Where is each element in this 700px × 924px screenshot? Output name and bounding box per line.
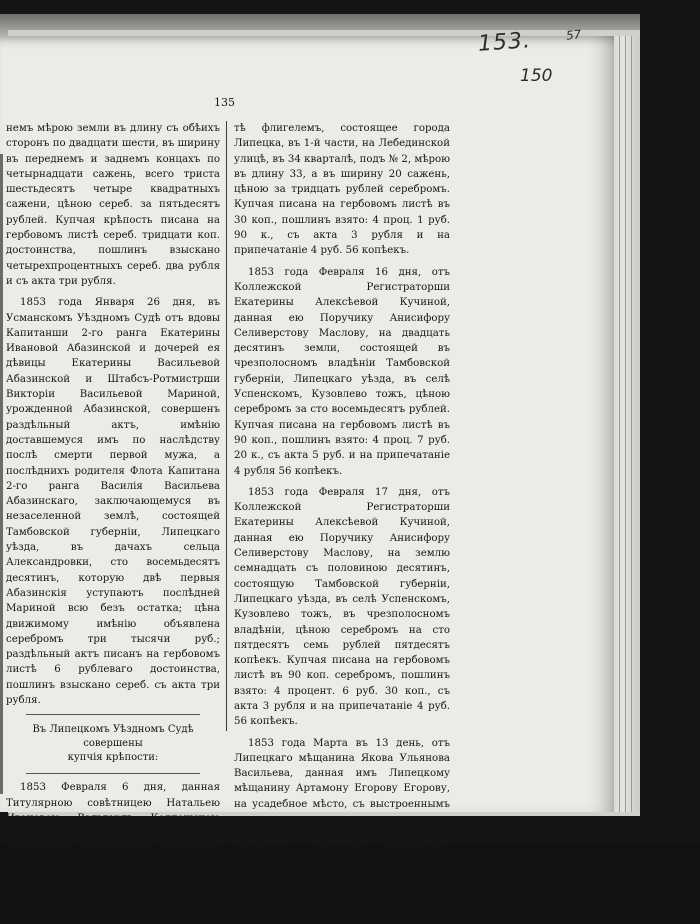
archive-small-stamp: 57: [565, 27, 582, 43]
paragraph: 1853 года Марта въ 13 день, отъ Липецкаго мѣщанина Якова Ульянова Васильева, данная имъ Липецкому мѣщанину Артамону Егорову Егорову, на усадебное мѣсто, съ выстроеннымъ на немъ деревяннымъ на каменномъ фундаментѣ домомъ, каменнымъ выходомъ, амбаромъ, флигелемъ, двумя колодца-: [234, 737, 450, 871]
page-number: 135: [214, 96, 235, 109]
section-heading: [6, 723, 220, 765]
stacked-page-edges: [612, 36, 639, 812]
paragraph: 1853 года Января 26 дня, въ Усманскомъ Уѣздномъ Судѣ отъ вдовы Капитанши 2-го ранга Екатерины Ивановой Абазинской и дочерей ея дѣвицы Екатерины Васильевой Абазинской и Штабсъ-Ротмистрши Викторіи Васильевой Мариной, урожденной Абазинской, совершенъ раздѣльный актъ, имѣнію доставшемуся имъ по наслѣдству послѣ смерти первой мужа, а послѣднихъ родителя Флота Капитана 2-го ранга Василія Васильева Абазинскаго, заключающемуся въ незаселенной землѣ, состоящей Тамбовской губерніи, Липецкаго уѣзда, въ дачахъ сельца Александровки, сто восемьдесятъ десятинъ, которую двѣ первыя Абазинскія уступаютъ послѣдней Мариной всю безъ остатка; цѣна движимому имѣнію объявлена серебромъ три тысячи руб.; раздѣльный актъ писанъ на гербовомъ листѣ 6 рублеваго достоинства, пошлинъ взыскано сереб. съ акта три рубля.: [6, 297, 220, 706]
paragraph: 1853 Февраля 6 дня, данная Титулярною совѣтницею Натальею Ивановою Вальгардъ Коллежскою Секретарю Александрою Ивановою Абазинской, Губернскому Секретарю Филиппу Григорьеву Мачильскому, на усадебное мѣсто съ выстроенными на немъ деревянными на каменномъ фундамен-: [6, 782, 220, 916]
paragraph: немъ мѣрою земли въ длину съ обѣихъ сторонъ по двадцати шести, въ ширину въ переднемъ и заднемъ концахъ по четырнадцати сажень, всего триста шестьдесятъ четыре квадратныхъ сажени, цѣною сереб. за пятьдесятъ рублей. Купчая крѣпость писана на гербовомъ листѣ сереб. тридцати коп. достоинства, пошлинъ взыскано четырехпроцентныхъ сереб. два рубля и съ акта три рубля.: [6, 123, 220, 287]
paragraph: 1853 года Февраля 16 дня, отъ Коллежской Регистраторши Екатерины Алексѣевой Кучиной, данная ею Поручику Анисифору Селиверстову Маслову, на двадцать десятинъ земли, состоящей въ чрезполосномъ владѣніи Тамбовской губерніи, Липецкаго уѣзда, въ селѣ Успенскомъ, Кузовлево тожъ, цѣною серебромъ за сто восемьдесятъ рублей. Купчая писана на гербовомъ листѣ въ 90 коп., пошлинъ взято: 4 проц. 7 руб. 20 к., съ акта 5 руб. и на припечатаніе 4 рубля 56 копѣекъ.: [234, 266, 450, 477]
column-divider: [226, 121, 227, 731]
archive-number-stamp: 153.: [477, 28, 532, 57]
paragraph: 1853 года Февраля 17 дня, отъ Коллежской Регистраторши Екатерины Алексѣевой Кучиной, данная ею Поручику Анисифору Селиверстову Маслову, на землю семнадцать съ половиною десятинъ, состоящую Тамбовской губерніи, Липецкаго уѣзда, въ селѣ Успенскомъ, Кузовлево тожъ, въ чрезполосномъ владѣніи, цѣною серебромъ на сто пятдесятъ семь рублей пятдесятъ копѣекъ. Купчая писана на гербовомъ листѣ въ 90 коп. серебромъ, пошлинъ взято: 4 процент. 6 руб. 30 коп., съ акта 3 рубля и на припечатаніе 4 руб. 56 копѣекъ.: [234, 486, 450, 728]
section-heading-line: купчія крѣпости:: [67, 752, 159, 764]
paragraph: тѣ флигелемъ, состоящее города Липецка, въ 1-й части, на Лебединской улицѣ, въ 34 кварталѣ, подъ № 2, мѣрою въ длину 33, а въ ширину 20 сажень, цѣною за тридцать рублей серебромъ. Купчая писана на гербовомъ листѣ въ 30 коп., пошлинъ взято: 4 проц. 1 руб. 90 к., съ акта 3 рубля и на припечатаніе 4 руб. 56 копѣекъ.: [234, 123, 450, 257]
binding-edge: [0, 154, 3, 794]
right-column: [234, 121, 450, 879]
folio-number: 150: [520, 66, 553, 86]
section-heading-line: Въ Липецкомъ Уѣздномъ Судѣ совершены: [32, 724, 194, 750]
section-divider: [26, 773, 200, 774]
left-column: [6, 121, 220, 924]
section-divider: [26, 714, 200, 715]
